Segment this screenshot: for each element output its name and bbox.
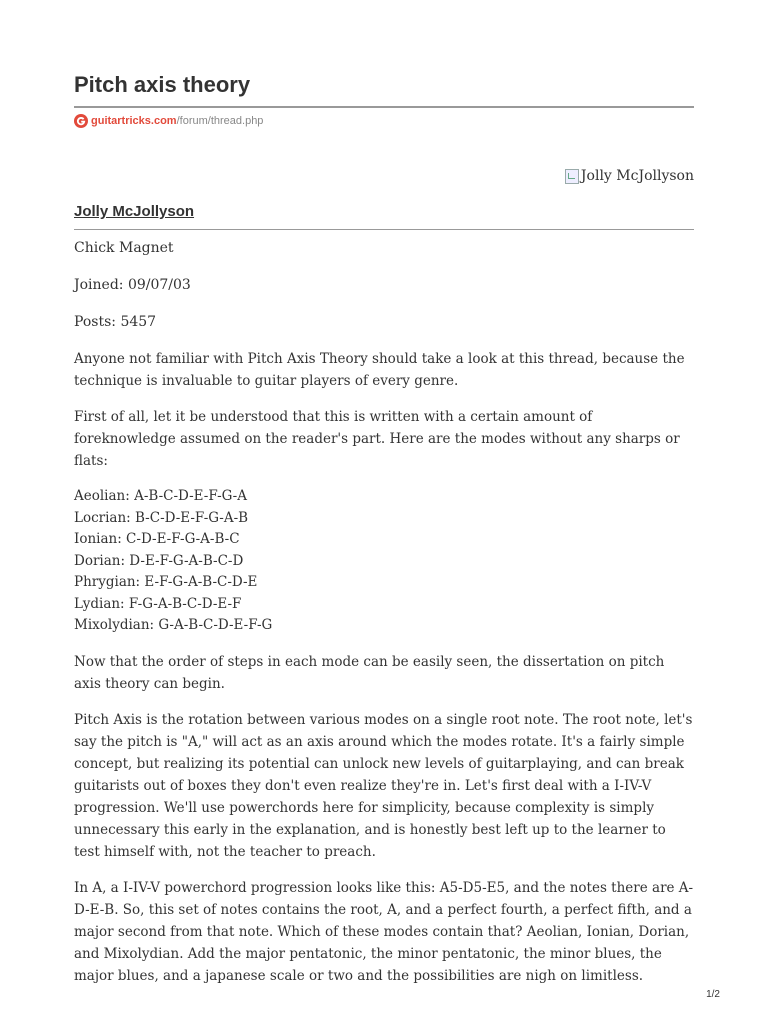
guitartricks-logo-icon	[74, 114, 88, 128]
mode-item: Phrygian: E-F-G-A-B-C-D-E	[74, 574, 258, 590]
title-divider	[74, 106, 694, 108]
modes-list	[74, 486, 694, 637]
author-divider	[74, 229, 694, 230]
post-paragraph-progression: In A, a I-IV-V powerchord progression looks like this: A5-D5-E5, and the notes there are A-D-E-B. So, this set of notes contains the root, A, and a perfect fourth, a perfect fifth, and a major second from that note. Which of these modes contain that? Aeolian, Ionian, Dorian, and Mixolydian. Add the major pentatonic, the minor pentatonic, the minor blues, the major blues, and a japanese scale or two and the possibilities are nigh on limitless.	[74, 879, 694, 984]
post-paragraph-first: First of all, let it be understood that this is written with a certain amount of foreknowledge assumed on the reader's part. Here are the modes without any sharps or flats:	[74, 409, 680, 469]
author-rank: Chick Magnet	[74, 240, 174, 256]
page-number: 1/2	[706, 989, 720, 1000]
source-link[interactable]	[74, 113, 263, 129]
post-paragraph-intro: Anyone not familiar with Pitch Axis Theory should take a look at this thread, because the technique is invaluable to guitar players of every genre.	[74, 351, 685, 389]
post-body	[74, 348, 694, 1001]
mode-item: Ionian: C-D-E-F-G-A-B-C	[74, 531, 240, 547]
page-title: Pitch axis theory	[74, 72, 251, 97]
author-posts: Posts: 5457	[74, 314, 157, 330]
author-avatar	[565, 168, 694, 184]
author-name-link[interactable]: Jolly McJollyson	[74, 203, 195, 220]
mode-item: Mixolydian: G-A-B-C-D-E-F-G	[74, 617, 273, 633]
author-joined: Joined: 09/07/03	[74, 277, 191, 293]
mode-item: Aeolian: A-B-C-D-E-F-G-A	[74, 488, 247, 504]
post-paragraph-order: Now that the order of steps in each mode can be easily seen, the dissertation on pitch axis theory can begin.	[74, 653, 665, 692]
mode-item: Lydian: F-G-A-B-C-D-E-F	[74, 595, 242, 612]
avatar-alt-text: Jolly McJollyson	[580, 168, 694, 184]
mode-item: Dorian: D-E-F-G-A-B-C-D	[74, 552, 244, 569]
source-domain: guitartricks.com	[91, 115, 177, 127]
source-path: /forum/thread.php	[176, 115, 264, 127]
mode-item: Locrian: B-C-D-E-F-G-A-B	[74, 509, 249, 526]
post-paragraph-pitch-axis: Pitch Axis is the rotation between various modes on a single root note. The root note, let's say the pitch is "A," will act as an axis around which the modes rotate. It's a fairly simple concept, but realizing its potential can unlock new levels of guitarplaying, and can break guitarists out of boxes they don't even realize they're in. Let's first deal with a I-IV-V progression. We'll use powerchords here for simplicity, because complexity is simply unnecessary this early in the explanation, and is honestly best left up to the learner to test himself with, not the teacher to preach.	[74, 711, 693, 860]
broken-image-icon	[565, 169, 579, 184]
